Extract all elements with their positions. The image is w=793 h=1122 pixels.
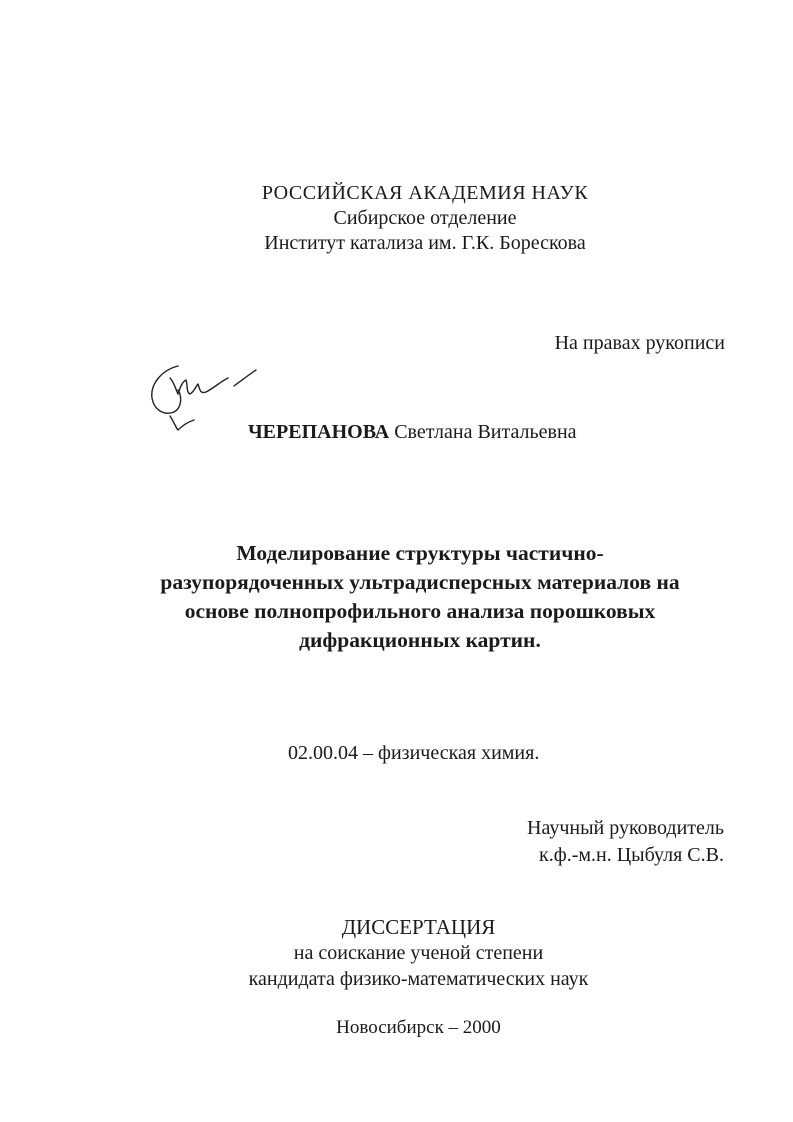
dissertation-title-line-3: основе полнопрофильного анализа порошковых [184, 599, 656, 623]
author-given-names: Светлана Витальевна [394, 421, 577, 443]
academy-name: РОССИЙСКАЯ АКАДЕМИЯ НАУК [261, 182, 589, 204]
dissertation-purpose: на соискание ученой степени [293, 942, 544, 964]
dissertation-title-line-1: Моделирование структуры частично- [236, 541, 604, 565]
institute-name: Институт катализа им. Г.К. Борескова [264, 232, 586, 254]
place-year: Новосибирск – 2000 [336, 1017, 501, 1038]
signature-icon [148, 352, 263, 434]
author-name [248, 420, 577, 444]
dissertation-type: ДИССЕРТАЦИЯ [341, 915, 496, 939]
supervisor-name: к.ф.-м.н. Цыбуля С.В. [539, 844, 724, 866]
supervisor-role: Научный руководитель [527, 817, 724, 839]
dissertation-title-line-2: разупорядоченных ультрадисперсных материалов на [160, 570, 680, 594]
dissertation-title-line-4: дифракционных картин. [299, 628, 541, 652]
manuscript-note: На правах рукописи [554, 332, 725, 354]
author-surname: ЧЕРЕПАНОВА [248, 421, 390, 443]
branch-name: Сибирское отделение [333, 207, 517, 229]
specialty: 02.00.04 – физическая химия. [288, 742, 540, 764]
dissertation-degree: кандидата физико-математических наук [248, 968, 589, 990]
